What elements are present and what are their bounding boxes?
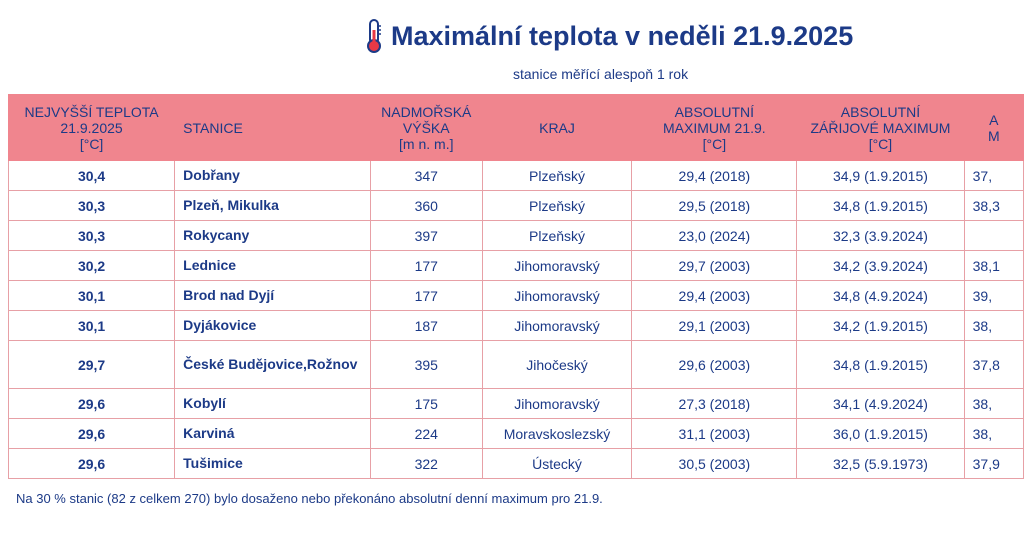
cell-region: Ústecký (482, 449, 632, 479)
cell-abs-max-other (964, 221, 1023, 251)
header-max-temp (9, 95, 175, 161)
header-line: NADMOŘSKÁ (381, 103, 472, 120)
cell-max-temp: 30,2 (9, 251, 175, 281)
header-abs-max-september (797, 95, 964, 161)
cell-altitude: 397 (370, 221, 482, 251)
header-line: VÝŠKA (402, 119, 450, 136)
cell-abs-max-september: 34,8 (1.9.2015) (797, 341, 964, 389)
cell-abs-max-other: 38,3 (964, 191, 1023, 221)
cell-max-temp: 29,6 (9, 449, 175, 479)
temperature-table (8, 94, 1024, 479)
cell-abs-max-september: 34,8 (1.9.2015) (797, 191, 964, 221)
page-title: Maximální teplota v neděli 21.9.2025 (391, 20, 854, 51)
cell-max-temp: 30,1 (9, 311, 175, 341)
header-region (482, 95, 632, 161)
cell-abs-max-september: 34,1 (4.9.2024) (797, 389, 964, 419)
header-line: KRAJ (539, 119, 575, 136)
cell-abs-max-day: 27,3 (2018) (632, 389, 797, 419)
header-line: [°C] (79, 135, 104, 152)
cell-abs-max-day: 29,4 (2018) (632, 161, 797, 191)
cell-abs-max-september: 34,2 (3.9.2024) (797, 251, 964, 281)
cell-max-temp: 30,3 (9, 191, 175, 221)
cell-abs-max-other: 38,1 (964, 251, 1023, 281)
header-abs-max-day (632, 95, 797, 161)
header-station (175, 95, 371, 161)
footnote: Na 30 % stanic (82 z celkem 270) bylo dosaženo nebo překonáno absolutní denní maximum pro 21.9. (16, 491, 603, 506)
cell-altitude: 177 (370, 251, 482, 281)
header-line: ZÁŘIJOVÉ MAXIMUM (810, 119, 951, 136)
cell-abs-max-day: 31,1 (2003) (632, 419, 797, 449)
header-line: ABSOLUTNÍ (840, 103, 921, 120)
page-subtitle: stanice měřící alespoň 1 rok (513, 66, 689, 82)
cell-station: Dyjákovice (175, 311, 371, 341)
table-row (9, 251, 1024, 281)
cell-abs-max-other: 37,8 (964, 341, 1023, 389)
header-line: A (989, 111, 999, 128)
table-row (9, 341, 1024, 389)
header-line: [m n. m.] (399, 135, 454, 152)
cell-altitude: 224 (370, 419, 482, 449)
header-line: M (987, 127, 1000, 144)
cell-region: Plzeňský (482, 221, 632, 251)
cell-abs-max-other: 38, (964, 389, 1023, 419)
cell-station: Rokycany (175, 221, 371, 251)
cell-station: Tušimice (175, 449, 371, 479)
cell-abs-max-other: 38, (964, 419, 1023, 449)
thermometer-icon (363, 18, 385, 54)
table-row (9, 221, 1024, 251)
cell-station: České Budějovice,Rožnov (175, 341, 371, 389)
header-altitude (370, 95, 482, 161)
cell-abs-max-other: 37,9 (964, 449, 1023, 479)
cell-region: Jihomoravský (482, 281, 632, 311)
cell-region: Plzeňský (482, 161, 632, 191)
cell-abs-max-september: 32,5 (5.9.1973) (797, 449, 964, 479)
cell-abs-max-day: 29,1 (2003) (632, 311, 797, 341)
cell-station: Dobřany (175, 161, 371, 191)
title-row (0, 18, 1024, 54)
cell-max-temp: 30,3 (9, 221, 175, 251)
header-line: NEJVYŠŠÍ TEPLOTA (24, 103, 159, 120)
cell-abs-max-day: 29,4 (2003) (632, 281, 797, 311)
cell-max-temp: 29,7 (9, 341, 175, 389)
cell-abs-max-september: 36,0 (1.9.2015) (797, 419, 964, 449)
header-line: [°C] (868, 135, 893, 152)
cell-max-temp: 30,1 (9, 281, 175, 311)
cell-region: Jihočeský (482, 341, 632, 389)
cell-region: Jihomoravský (482, 251, 632, 281)
cell-abs-max-day: 23,0 (2024) (632, 221, 797, 251)
cell-max-temp: 29,6 (9, 389, 175, 419)
table-row (9, 281, 1024, 311)
cell-abs-max-other: 37, (964, 161, 1023, 191)
cell-abs-max-day: 30,5 (2003) (632, 449, 797, 479)
header-line: ABSOLUTNÍ (674, 103, 755, 120)
cell-max-temp: 30,4 (9, 161, 175, 191)
header-line: [°C] (702, 135, 727, 152)
cell-altitude: 175 (370, 389, 482, 419)
cell-abs-max-day: 29,6 (2003) (632, 341, 797, 389)
cell-station: Karviná (175, 419, 371, 449)
cell-altitude: 360 (370, 191, 482, 221)
table-row (9, 161, 1024, 191)
cell-region: Jihomoravský (482, 311, 632, 341)
cell-abs-max-september: 34,9 (1.9.2015) (797, 161, 964, 191)
cell-altitude: 177 (370, 281, 482, 311)
header-line: 21.9.2025 (60, 119, 123, 136)
header-line: MAXIMUM 21.9. (663, 119, 766, 136)
cell-abs-max-september: 34,2 (1.9.2015) (797, 311, 964, 341)
cell-altitude: 347 (370, 161, 482, 191)
cell-station: Kobylí (175, 389, 371, 419)
cell-altitude: 187 (370, 311, 482, 341)
cell-abs-max-day: 29,7 (2003) (632, 251, 797, 281)
cell-station: Brod nad Dyjí (175, 281, 371, 311)
table-row (9, 419, 1024, 449)
header-abs-max-other (964, 95, 1023, 161)
cell-abs-max-september: 34,8 (4.9.2024) (797, 281, 964, 311)
table-body (9, 161, 1024, 479)
cell-station: Plzeň, Mikulka (175, 191, 371, 221)
cell-abs-max-other: 38, (964, 311, 1023, 341)
header-line: STANICE (183, 119, 243, 136)
cell-max-temp: 29,6 (9, 419, 175, 449)
table-header-row (9, 95, 1024, 161)
cell-region: Moravskoslezský (482, 419, 632, 449)
table-row (9, 191, 1024, 221)
cell-abs-max-other: 39, (964, 281, 1023, 311)
cell-altitude: 395 (370, 341, 482, 389)
cell-abs-max-september: 32,3 (3.9.2024) (797, 221, 964, 251)
table-row (9, 389, 1024, 419)
cell-abs-max-day: 29,5 (2018) (632, 191, 797, 221)
cell-station: Lednice (175, 251, 371, 281)
table-row (9, 449, 1024, 479)
table-row (9, 311, 1024, 341)
cell-region: Jihomoravský (482, 389, 632, 419)
cell-region: Plzeňský (482, 191, 632, 221)
cell-altitude: 322 (370, 449, 482, 479)
